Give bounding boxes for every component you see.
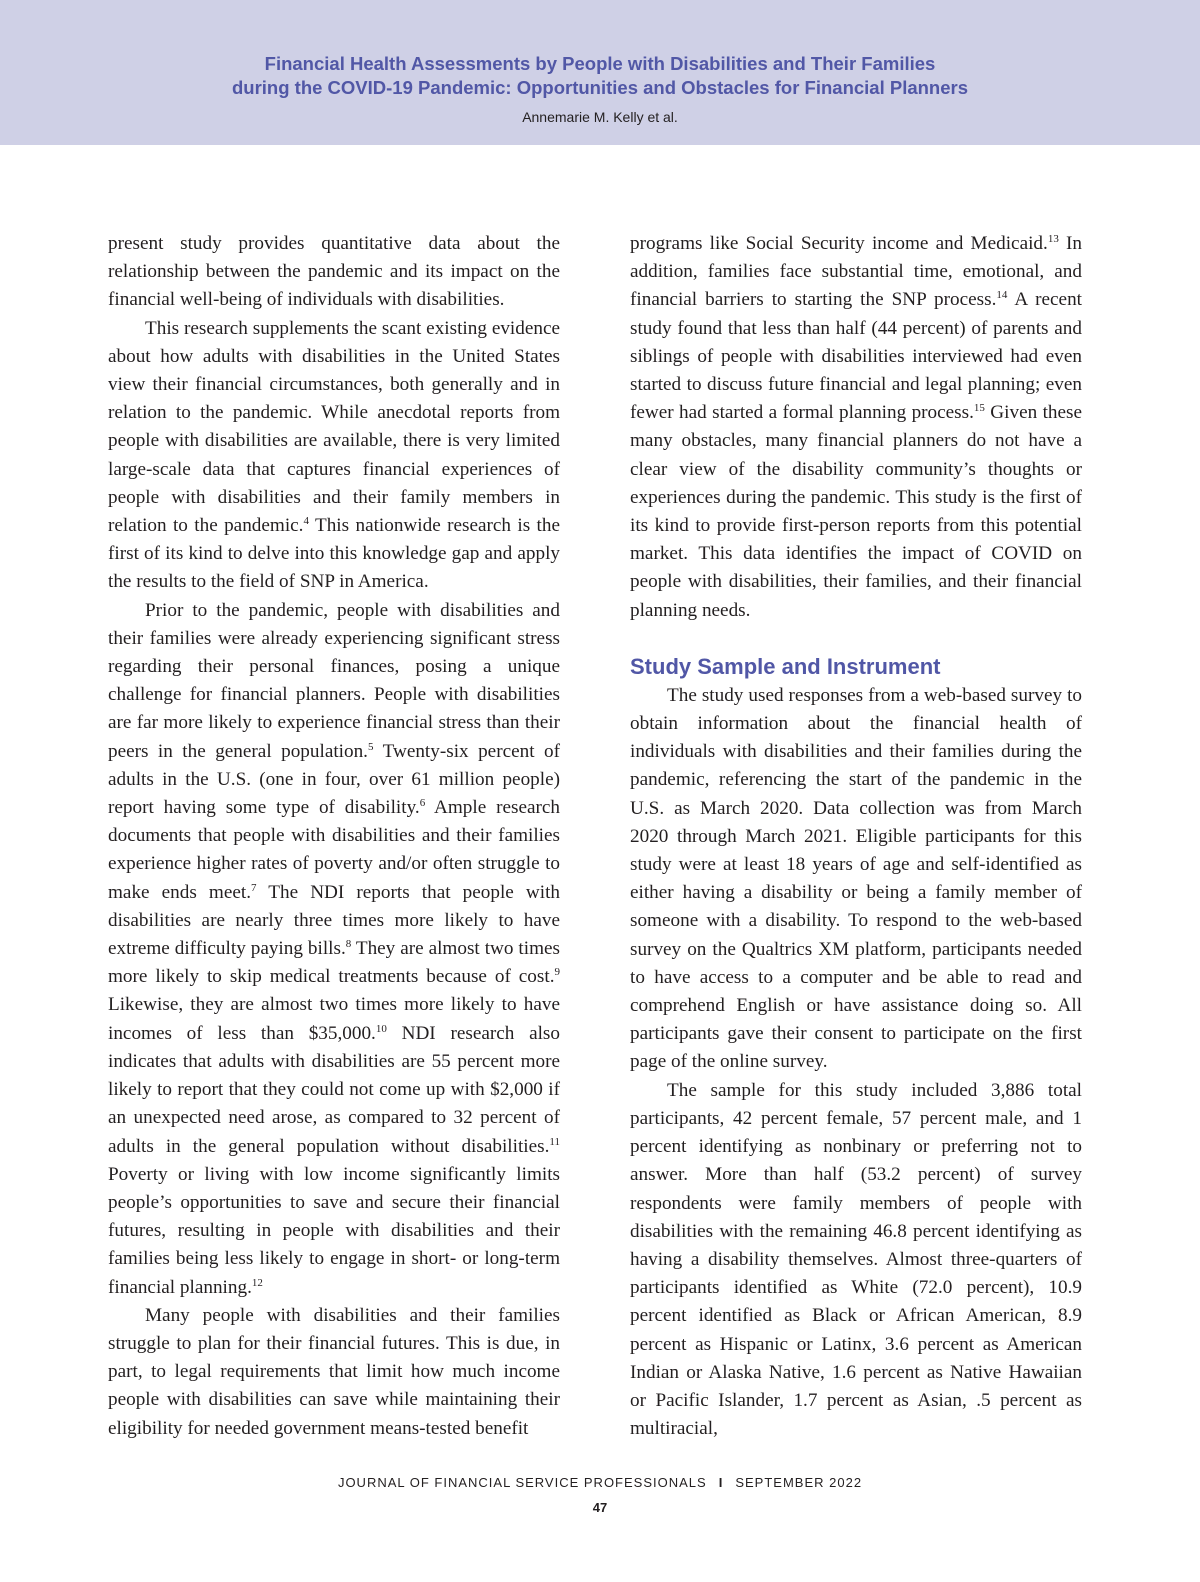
footnote-ref: 6	[419, 797, 426, 810]
paragraph-text: This research supplements the scant existing evidence about how adults with disabilities in the United States view their financial circumstances, both generally and in relation to the pandemic. While anecdotal reports from people with disabilities are available, there is very limited large-scale data that captures financial experiences of people with disabilities and their family members in relation to the pandemic.	[108, 317, 560, 537]
footnote-ref: 13	[1047, 233, 1059, 245]
header-band	[0, 0, 1200, 145]
page-footer	[0, 1475, 1200, 1490]
paragraph-text: Poverty or living with low income significantly limits people’s opportunities to save and secure their financial futures, resulting in people with disabilities and their families being less likely to engage in short- or long-term financial planning.	[108, 1163, 560, 1298]
journal-name: JOURNAL OF FINANCIAL SERVICE PROFESSIONALS	[337, 1475, 707, 1490]
paragraph-text: Given these many obstacles, many financial planners do not have a clear view of the disability community’s thoughts or experiences during the pandemic. This study is the first of its kind to provide first-person reports from this potential market. This data identifies the impact of COVID on people with disabilities, their families, and their financial planning needs.	[630, 402, 1082, 621]
paragraph-text: In addition, families face substantial time, emotional, and financial barriers to starting the SNP process.	[630, 233, 1083, 311]
paragraph-text: This nationwide research is the first of its kind to delve into this knowledge gap and apply the results to the field of SNP in America.	[108, 515, 560, 593]
footnote-ref: 8	[345, 938, 352, 951]
paragraph-text: The NDI reports that people with disabilities are nearly three times more likely to have extreme difficulty paying bills.	[108, 881, 560, 960]
article-author: Annemarie M. Kelly et al.	[522, 109, 678, 125]
page-number: 47	[592, 1500, 608, 1515]
paragraph: Many people with disabilities and their families struggle to plan for their financial futures. This is due, in part, to legal requirements that limit how much income people with disabilities can save while maintaining their eligibility for needed government means-tested benefit	[108, 1304, 560, 1439]
footnote-ref: 9	[554, 966, 560, 979]
footnote-ref: 7	[251, 881, 257, 894]
left-column	[108, 230, 560, 1443]
paragraph	[108, 597, 560, 1302]
paragraph-text: Twenty-six percent of adults in the U.S. (one in four, over 61 million people) report having some type of disability.	[108, 740, 560, 819]
footnote-ref: 4	[303, 515, 309, 528]
section-heading: Study Sample and Instrument	[630, 653, 941, 679]
paragraph: The study used responses from a web-based survey to obtain information about the financial health of individuals with disabilities and their families during the pandemic, referencing the start of the pandemic in the U.S. as March 2020. Data collection was from March 2020 through March 2021. Eligible participants for this study were at least 18 years of age and self-identified as either having a disability or being a family member of someone with a disability. To respond to the web-based survey on the Qualtrics XM platform, participants needed to have access to a computer and be able to read and comprehend English or have assistance doing so. All participants gave their consent to participate on the first page of the online survey.	[630, 684, 1082, 1073]
footnote-ref: 15	[973, 402, 985, 415]
footnote-ref: 10	[375, 1022, 387, 1035]
footnote-ref: 11	[549, 1135, 560, 1148]
paragraph: present study provides quantitative data about the relationship between the pandemic and its impact on the financial well-being of individuals with disabilities.	[108, 233, 560, 311]
footnote-ref: 12	[251, 1276, 263, 1289]
paragraph	[108, 315, 560, 597]
right-column	[630, 230, 1082, 1443]
footer-separator: I	[718, 1475, 724, 1490]
footnote-ref: 14	[996, 289, 1008, 302]
article-title	[0, 52, 1200, 100]
paragraph-text: Likewise, they are almost two times more likely to have incomes of less than $35,000.	[108, 994, 560, 1044]
paragraph	[630, 230, 1082, 625]
article-title-line-2: during the COVID-19 Pandemic: Opportunities and Obstacles for Financial Planners	[231, 77, 969, 98]
paragraph-text: Ample research documents that people with disabilities and their families experience higher rates of poverty and/or often struggle to make ends meet.	[108, 797, 560, 903]
paragraph-text: A recent study found that less than half (44 percent) of parents and siblings of people with disabilities interviewed had even started to discuss future financial and legal planning; even fewer had started a formal planning process.	[630, 289, 1082, 424]
paragraph-text: programs like Social Security income and Medicaid.	[630, 233, 1048, 254]
article-title-line-1: Financial Health Assessments by People with Disabilities and Their Families	[264, 53, 936, 74]
issue-date: SEPTEMBER 2022	[735, 1475, 863, 1490]
paragraph-text: NDI research also indicates that adults with disabilities are 55 percent more likely to report that they could not come up with $2,000 if an unexpected need arose, as compared to 32 percent of adults in the general population without disabilities.	[108, 1022, 560, 1157]
footnote-ref: 5	[367, 740, 374, 753]
paragraph-text: Prior to the pandemic, people with disabilities and their families were already experiencing significant stress regarding their personal finances, posing a unique challenge for financial planners. People with disabilities are far more likely to experience financial stress than their peers in the general population.	[108, 599, 560, 762]
paragraph: The sample for this study included 3,886 total participants, 42 percent female, 57 percent male, and 1 percent identifying as nonbinary or preferring not to answer. More than half (53.2 percent) of survey respondents were family members of people with disabilities with the remaining 46.8 percent identifying as having a disability themselves. Almost three-quarters of participants identified as White (72.0 percent), 10.9 percent identified as Black or African American, 8.9 percent as Hispanic or Latinx, 3.6 percent as American Indian or Alaska Native, 1.6 percent as Native Hawaiian or Pacific Islander, 1.7 percent as Asian, .5 percent as multiracial,	[630, 1079, 1082, 1440]
paragraph-text: They are almost two times more likely to skip medical treatments because of cost.	[108, 938, 560, 988]
